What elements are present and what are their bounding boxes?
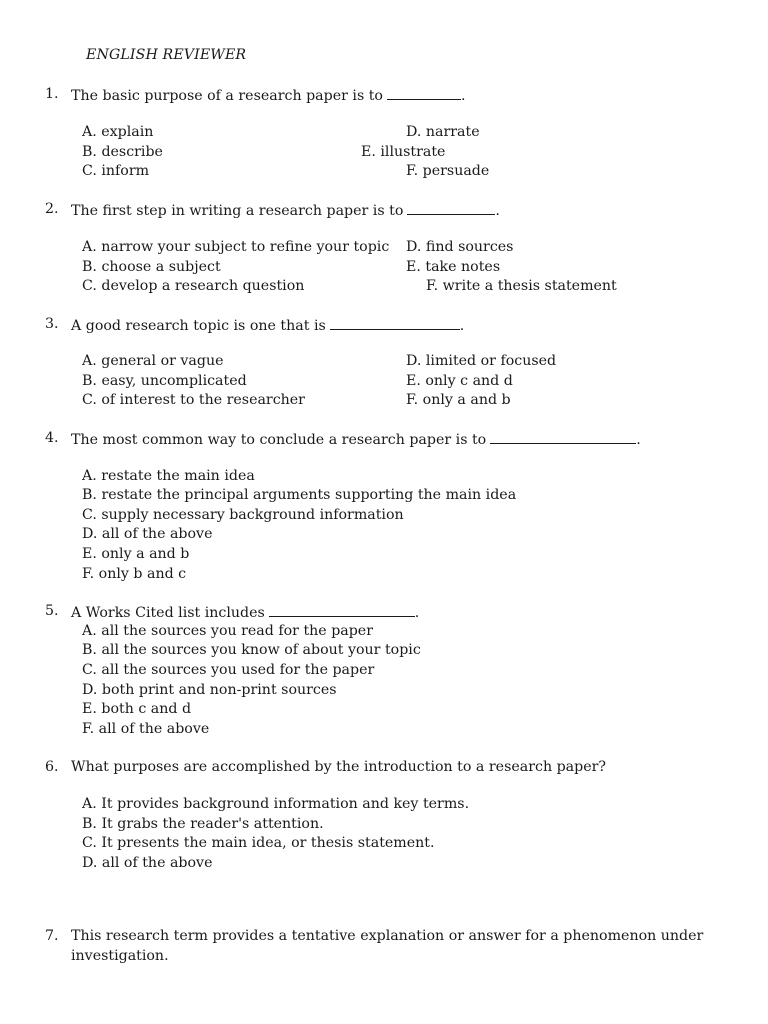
question-text [71,927,731,966]
question-text-line-1: This research term provides a tentative explanation or answer for a phenomenon under [71,928,704,944]
option-e: E. take notes [406,259,501,275]
option-e: E. only c and d [406,373,513,389]
question-number: 6. [45,759,59,775]
question-number: 1. [45,86,59,102]
answer-blank[interactable] [387,85,461,100]
option-c: C. supply necessary background information [82,507,404,523]
question-number: 7. [45,928,59,944]
question-text-line-2: investigation. [71,947,169,964]
option-f: F. only a and b [406,392,511,408]
question-text: A Works Cited list includes . [71,602,731,624]
option-d: D. all of the above [82,526,213,542]
question-text: What purposes are accomplished by the introduction to a research paper? [71,759,606,775]
question-text: The first step in writing a research paper is to . [71,200,731,222]
document-title: ENGLISH REVIEWER [86,47,247,63]
answer-blank[interactable] [269,602,415,617]
question-number: 4. [45,430,59,446]
option-b: B. easy, uncomplicated [82,373,247,389]
option-a: A. explain [82,124,154,140]
question-number: 5. [45,603,59,619]
option-d: D. narrate [406,124,480,140]
option-a: A. restate the main idea [82,468,255,484]
option-b: B. all the sources you know of about your topic [82,642,421,658]
option-d: D. limited or focused [406,353,557,369]
option-d: D. find sources [406,239,514,255]
option-b: B. choose a subject [82,259,221,275]
option-f: F. only b and c [82,566,187,582]
option-d: D. all of the above [82,855,213,871]
option-c: C. inform [82,163,150,179]
option-a: A. narrow your subject to refine your topic [82,239,390,255]
option-e: E. only a and b [82,546,190,562]
option-c: C. develop a research question [82,278,305,294]
answer-blank[interactable] [407,200,495,215]
option-c: C. It presents the main idea, or thesis statement. [82,835,435,851]
question-text: A good research topic is one that is . [71,315,731,337]
question-number: 2. [45,201,59,217]
option-b: B. restate the principal arguments supporting the main idea [82,487,517,503]
option-d: D. both print and non-print sources [82,682,337,698]
option-f: F. write a thesis statement [426,278,617,294]
option-b: B. It grabs the reader's attention. [82,816,324,832]
option-b: B. describe [82,144,163,160]
option-f: F. all of the above [82,721,210,737]
option-a: A. general or vague [82,353,224,369]
option-a: A. all the sources you read for the paper [82,623,373,639]
answer-blank[interactable] [490,429,636,444]
option-c: C. of interest to the researcher [82,392,305,408]
option-e: E. illustrate [361,144,446,160]
option-e: E. both c and d [82,701,192,717]
question-text: The basic purpose of a research paper is to . [71,85,731,107]
answer-blank[interactable] [330,315,460,330]
question-number: 3. [45,316,59,332]
option-c: C. all the sources you used for the paper [82,662,375,678]
question-text: The most common way to conclude a research paper is to . [71,429,731,451]
option-a: A. It provides background information and key terms. [82,796,470,812]
option-f: F. persuade [406,163,490,179]
